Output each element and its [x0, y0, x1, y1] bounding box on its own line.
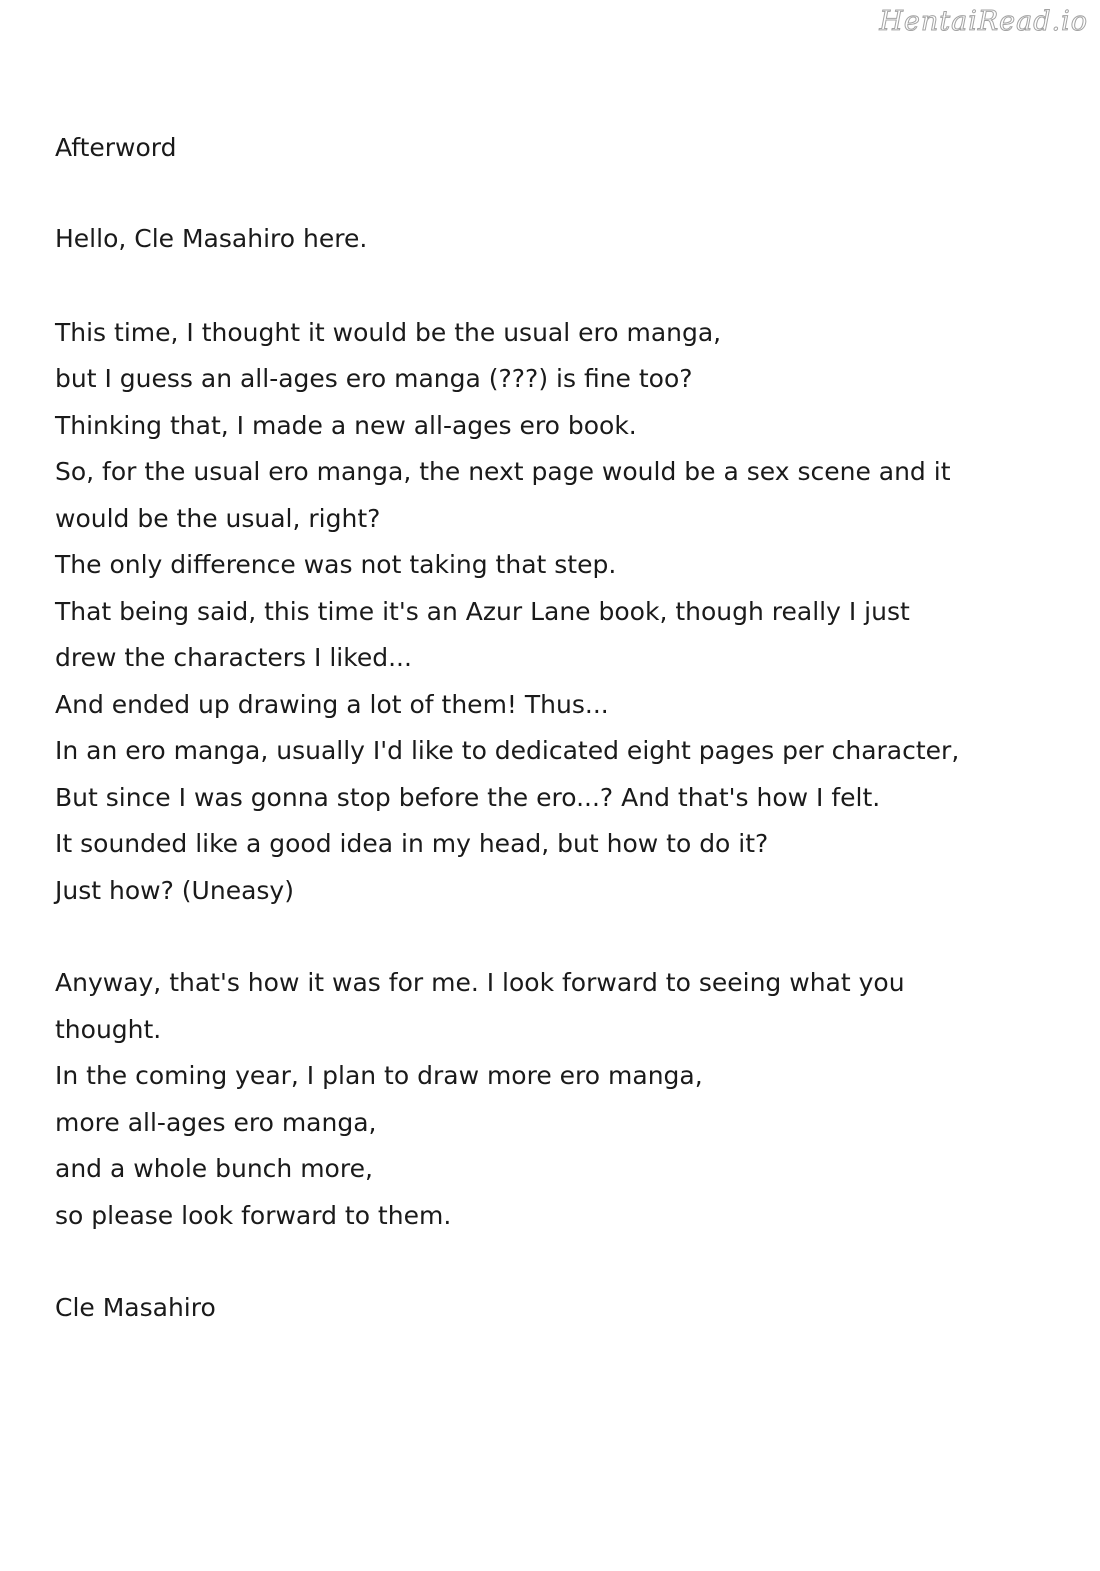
text-line: but I guess an all-ages ero manga (???) is fine too?	[55, 364, 693, 393]
text-line: The only difference was not taking that step.	[55, 550, 617, 579]
text-line: That being said, this time it's an Azur Lane book, though really I just	[55, 596, 910, 626]
text-line: Anyway, that's how it was for me. I look forward to seeing what you	[55, 968, 905, 997]
paragraph-1	[55, 310, 1065, 915]
text-line: This time, I thought it would be the usual ero manga,	[55, 317, 722, 347]
text-line: would be the usual, right?	[55, 503, 381, 533]
paragraph-2	[55, 960, 1065, 1239]
text-line: Just how? (Uneasy)	[55, 875, 294, 905]
greeting-line: Hello, Cle Masahiro here.	[55, 224, 368, 253]
text-line: In an ero manga, usually I'd like to dedicated eight pages per character,	[55, 736, 960, 765]
text-line: In the coming year, I plan to draw more ero manga,	[55, 1061, 703, 1090]
text-line: So, for the usual ero manga, the next page would be a sex scene and it	[55, 457, 951, 486]
watermark-logo: HentaiRead.io	[879, 6, 1088, 37]
text-line: so please look forward to them.	[55, 1200, 452, 1230]
text-line: drew the characters I liked...	[55, 643, 412, 672]
text-line: and a whole bunch more,	[55, 1154, 373, 1183]
text-line: thought.	[55, 1014, 162, 1044]
text-line: It sounded like a good idea in my head, but how to do it?	[55, 829, 769, 858]
text-line: But since I was gonna stop before the ero...? And that's how I felt.	[55, 782, 881, 812]
text-line: more all-ages ero manga,	[55, 1107, 377, 1137]
signature: Cle Masahiro	[55, 1293, 216, 1322]
text-line: And ended up drawing a lot of them! Thus...	[55, 689, 609, 719]
text-line: Thinking that, I made a new all-ages ero book.	[55, 410, 637, 440]
afterword-page	[55, 128, 1065, 1332]
page-title: Afterword	[55, 133, 177, 162]
